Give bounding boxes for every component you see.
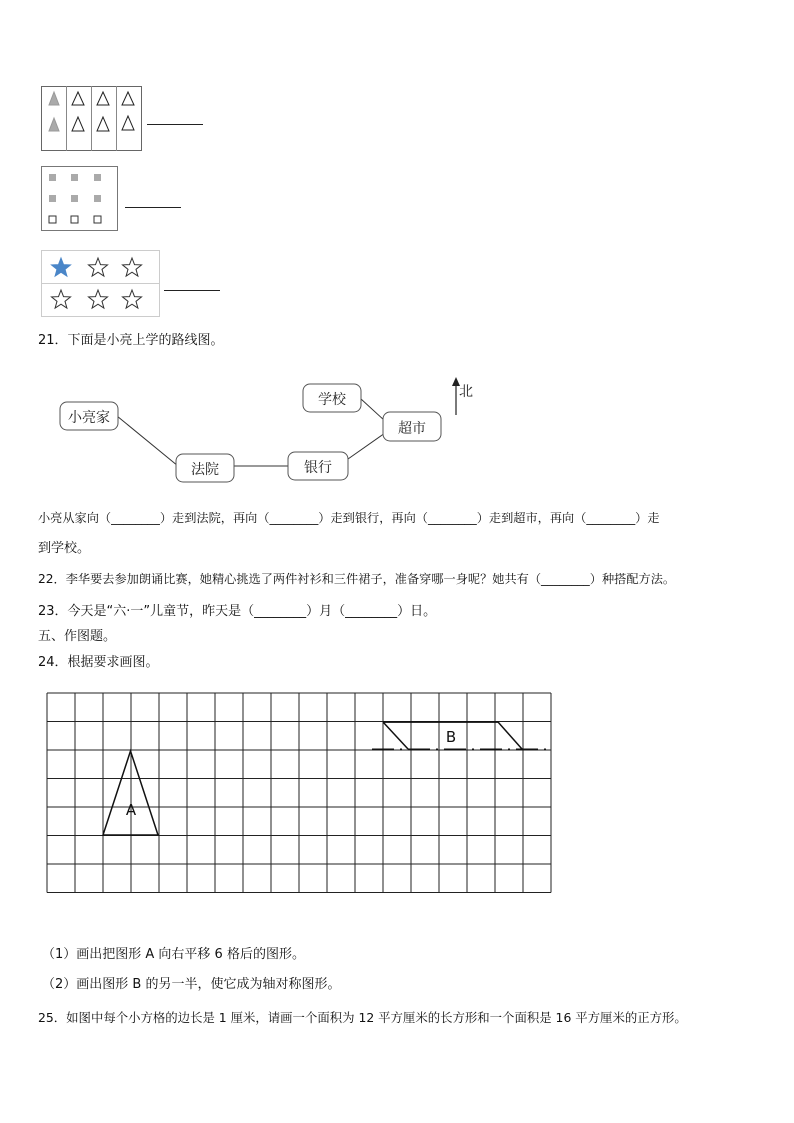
school-label: 学校 — [318, 392, 346, 408]
answer-blank-1[interactable] — [147, 124, 203, 125]
question-21-line2: 到学校。 — [38, 541, 91, 556]
filled-star-icon — [52, 258, 71, 276]
answer-blank-2[interactable] — [125, 207, 181, 208]
shaded-triangle — [49, 92, 59, 105]
north-label: 北 — [459, 384, 473, 400]
home-label: 小亮家 — [68, 410, 110, 426]
question-24: 24．根据要求画图。 — [38, 655, 159, 670]
question-24-sub2: （2）画出图形 B 的另一半，使它成为轴对称图形。 — [42, 977, 341, 992]
square — [49, 216, 56, 223]
question-22: 22．李华要去参加朗诵比赛，她精心挑选了两件衬衫和三件裙子，准备穿哪一身呢？她共有（________）种搭配方法。 — [38, 572, 676, 586]
star-fraction-figure — [41, 250, 161, 318]
supermarket-label: 超市 — [398, 421, 426, 437]
triangle — [72, 117, 84, 131]
question-25: 25．如图中每个小方格的边长是 1 厘米，请画一个面积为 12 平方厘米的长方形和一个面积是 16 平方厘米的正方形。 — [38, 1010, 687, 1025]
triangle — [97, 117, 109, 131]
triangle — [97, 92, 109, 105]
triangle — [122, 116, 134, 130]
square-fraction-figure — [41, 166, 119, 232]
triangle — [122, 92, 134, 105]
star-icon — [89, 258, 108, 276]
star-icon — [52, 290, 71, 308]
triangle-fraction-figure — [41, 86, 143, 152]
star-icon — [89, 290, 108, 308]
shaded-square — [94, 174, 101, 181]
court-label: 法院 — [191, 462, 219, 478]
bank-label: 银行 — [304, 460, 332, 476]
question-21-line1: 小亮从家向（________）走到法院，再向（________）走到银行，再向（________）走到超市，再向（________）走 — [38, 511, 660, 525]
drawing-grid[interactable] — [46, 692, 554, 894]
star-icon — [123, 258, 142, 276]
triangle — [72, 92, 84, 105]
route-map — [55, 375, 485, 490]
shaded-square — [49, 195, 56, 202]
section-5-title: 五、作图题。 — [38, 629, 117, 644]
shaded-triangle — [49, 118, 59, 131]
question-24-sub1: （1）画出把图形 A 向右平移 6 格后的图形。 — [42, 947, 305, 962]
shaded-square — [71, 174, 78, 181]
shaded-square — [71, 195, 78, 202]
answer-blank-3[interactable] — [164, 290, 220, 291]
star-icon — [123, 290, 142, 308]
shape-a-label: A — [125, 801, 137, 819]
shaded-square — [94, 195, 101, 202]
triangle-grid-svg — [41, 86, 143, 152]
shape-b-label: B — [445, 728, 457, 746]
square — [71, 216, 78, 223]
question-21: 21．下面是小亮上学的路线图。 — [38, 333, 224, 348]
question-23: 23．今天是“六·一”儿童节，昨天是（________）月（________）日。 — [38, 604, 437, 619]
square — [94, 216, 101, 223]
shaded-square — [49, 174, 56, 181]
